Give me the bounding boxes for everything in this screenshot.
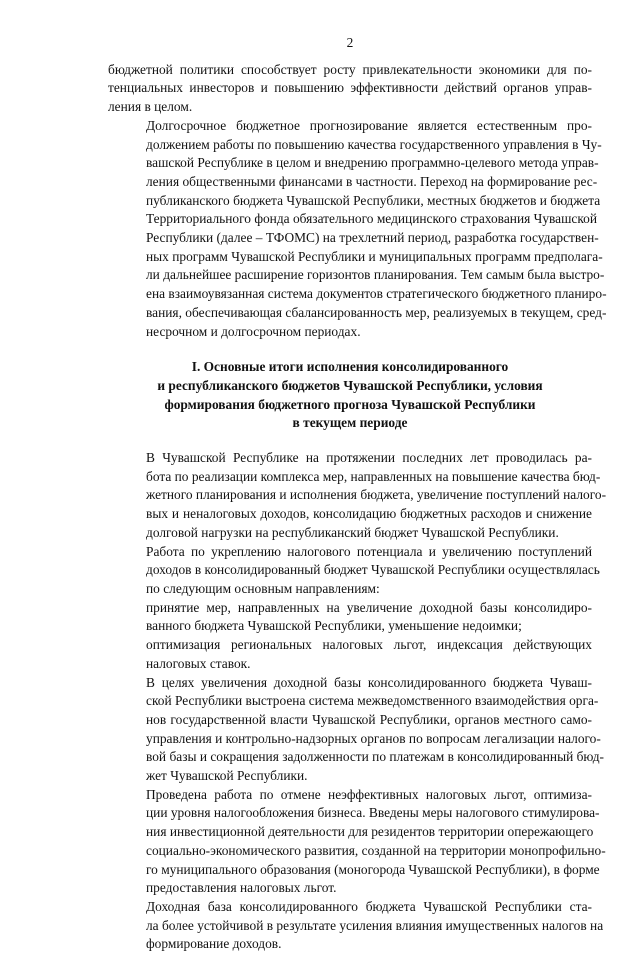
section-heading <box>108 358 592 433</box>
paragraph <box>108 786 606 898</box>
text-line: предоставления налоговых льгот. <box>146 880 337 896</box>
text-line: ции уровня налогообложения бизнеса. Введены меры налогового стимулирова- <box>146 805 600 821</box>
text-line: бота по реализации комплекса мер, направленных на повышение качества бюд- <box>146 468 601 484</box>
text-line: го муниципального образования (моногорода Чувашской Республики), в форме <box>146 861 600 877</box>
text-line: ла более устойчивой в результате усиления влияния имущественных налогов на <box>146 917 604 933</box>
text-line: Территориального фонда обязательного медицинского страхования Чувашской <box>146 211 598 227</box>
paragraph <box>108 543 600 599</box>
text-line: Долгосрочное бюджетное прогнозирование является естественным про- <box>146 117 592 133</box>
text-line: вых и неналоговых доходов, консолидацию бюджетных расходов и снижение <box>146 506 592 522</box>
text-line: социально-экономического развития, созданной на территории монопрофильно- <box>146 842 606 858</box>
list-item <box>108 599 592 636</box>
text-line: ли дальнейшее расширение горизонтов планирования. Тем самым была выстро- <box>146 267 605 283</box>
text-line: вой базы и сокращения задолженности по платежам в консолидированный бюд- <box>146 749 604 765</box>
document-page <box>108 34 607 954</box>
text-line: должением работы по повышению качества государственного управления в Чу- <box>146 136 602 152</box>
text-line: ской Республики выстроена система межведомственного взаимодействия орга- <box>146 693 599 709</box>
page-number: 2 <box>346 35 354 50</box>
text-line: налоговых ставок. <box>146 655 251 671</box>
heading-line: и республиканского бюджетов Чувашской Республики, условия <box>157 377 543 393</box>
text-line: нов государственной власти Чувашской Республики, органов местного само- <box>146 711 592 727</box>
text-line: Работа по укреплению налогового потенциала и увеличению поступлений <box>146 543 592 559</box>
text-line: доходов в консолидированный бюджет Чувашской Республики осуществлялась <box>146 562 600 578</box>
text-line: вания, обеспечивающая сбалансированность мер, реализуемых в текущем, сред- <box>146 304 607 320</box>
text-line: жет Чувашской Республики. <box>146 768 308 784</box>
paragraph <box>108 898 604 954</box>
text-line: жетного планирования и исполнения бюджета, увеличение поступлений налого- <box>146 487 607 503</box>
paragraph <box>108 674 604 786</box>
text-line: Республики (далее – ТФОМС) на трехлетний период, разработка государствен- <box>146 230 599 246</box>
text-line: принятие мер, направленных на увеличение доходной базы консолидиро- <box>146 599 592 615</box>
text-line: ванного бюджета Чувашской Республики, уменьшение недоимки; <box>146 618 522 634</box>
intro-section <box>108 61 607 342</box>
text-line: ных программ Чувашской Республики и муниципальных программ предполага- <box>146 248 603 264</box>
text-line: управления и контрольно-надзорных органов по вопросам легализации налого- <box>146 730 601 746</box>
text-line: В Чувашской Республике на протяжении последних лет проводилась ра- <box>146 450 592 466</box>
heading-line: в текущем периоде <box>292 415 408 431</box>
paragraph <box>108 449 607 543</box>
text-line: бюджетной политики способствует росту привлекательности экономики для по- <box>108 61 592 77</box>
text-line: В целях увеличения доходной базы консолидированного бюджета Чуваш- <box>146 674 592 690</box>
heading-line: формирования бюджетного прогноза Чувашской Республики <box>164 396 536 412</box>
heading-line: I. Основные итоги исполнения консолидированного <box>191 359 509 375</box>
text-line: оптимизация региональных налоговых льгот, индексация действующих <box>146 637 592 653</box>
text-line: вашской Республике в целом и внедрению программно-целевого метода управ- <box>146 155 599 171</box>
text-line: долговой нагрузки на республиканский бюджет Чувашской Республики. <box>146 524 559 540</box>
text-line: ена взаимоувязанная система документов стратегического бюджетного планиро- <box>146 286 607 302</box>
text-line: Проведена работа по отмене неэффективных налоговых льгот, оптимиза- <box>146 786 592 802</box>
text-line: тенциальных инвесторов и повышению эффективности действий органов управ- <box>108 80 592 96</box>
text-line: по следующим основным направлениям: <box>146 580 380 596</box>
text-line: ления в целом. <box>108 99 193 115</box>
text-line: несрочном и долгосрочном периодах. <box>146 323 361 339</box>
text-line: ния инвестиционной деятельности для резидентов территории опережающего <box>146 824 594 840</box>
paragraph <box>108 117 607 341</box>
text-line: публиканского бюджета Чувашской Республики, местных бюджетов и бюджета <box>146 192 601 208</box>
section-body <box>108 449 607 954</box>
text-line: Доходная база консолидированного бюджета Чувашской Республики ста- <box>146 898 592 914</box>
text-line: ления общественными финансами в частности. Переход на формирование рес- <box>146 173 598 189</box>
list-item <box>108 636 592 673</box>
text-line: формирование доходов. <box>146 936 282 952</box>
paragraph <box>108 61 592 117</box>
